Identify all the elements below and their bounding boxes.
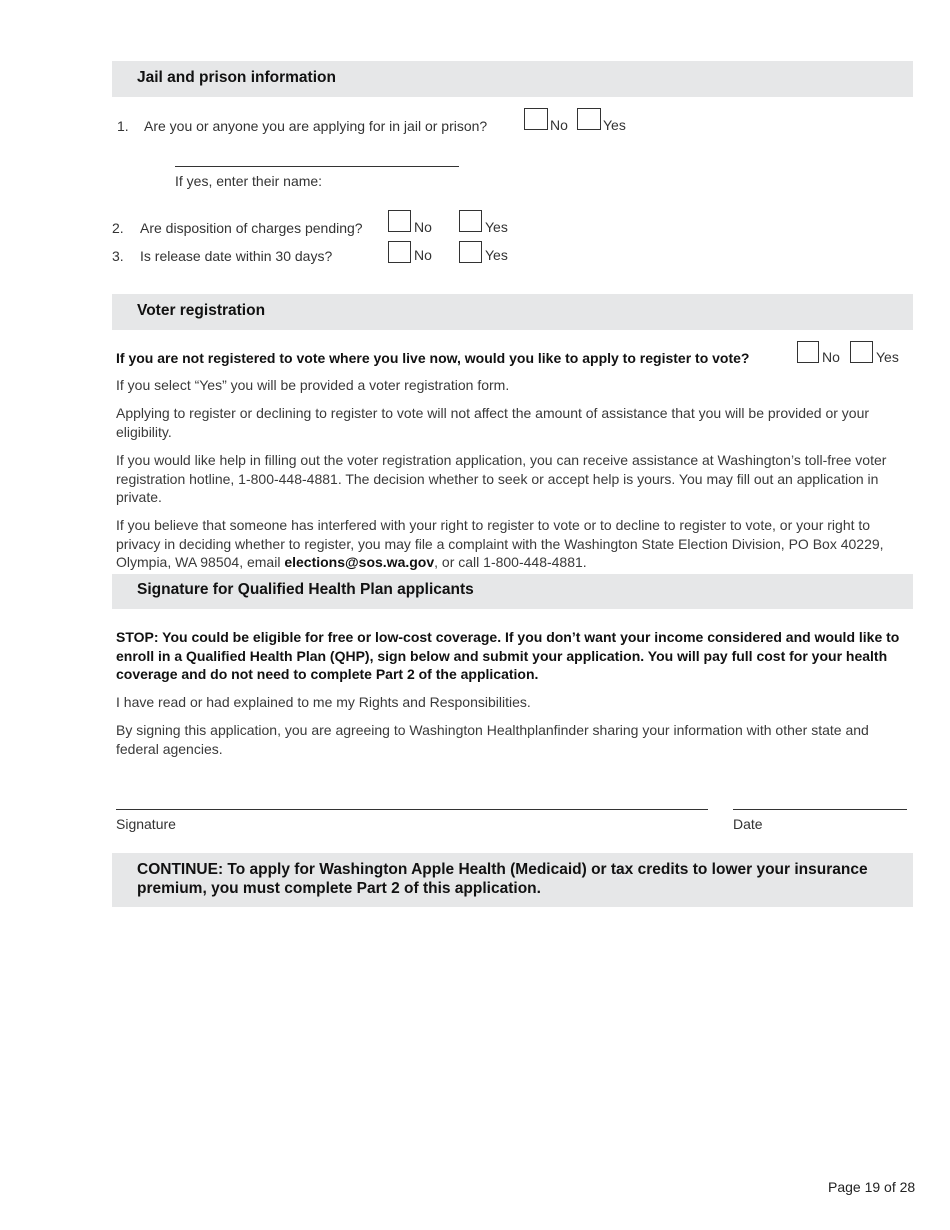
q1-name-input[interactable] <box>175 166 459 167</box>
voter-paragraph-4 <box>116 516 906 572</box>
q3-text: Is release date within 30 days? <box>140 248 333 264</box>
q1-name-caption: If yes, enter their name: <box>175 173 323 189</box>
election-email-link[interactable]: elections@sos.wa.gov <box>284 554 435 570</box>
q1-no-checkbox[interactable] <box>524 108 548 130</box>
q2-no-label: No <box>414 219 432 235</box>
q3-no-label: No <box>414 247 432 263</box>
date-input[interactable] <box>733 809 907 810</box>
voter-paragraph-1: If you select “Yes” you will be provided a voter registration form. <box>116 377 510 393</box>
signature-section-title: Signature for Qualified Health Plan applicants <box>137 581 474 598</box>
q1-yes-checkbox[interactable] <box>577 108 601 130</box>
q1-yes-label: Yes <box>603 117 626 133</box>
q3-yes-label: Yes <box>485 247 508 263</box>
voter-section-header <box>112 294 913 330</box>
voter-no-label: No <box>822 349 840 365</box>
voter-section-title: Voter registration <box>137 302 266 319</box>
q2-yes-checkbox[interactable] <box>459 210 482 232</box>
q2-text: Are disposition of charges pending? <box>140 220 363 236</box>
stop-notice: STOP: You could be eligible for free or low-cost coverage. If you don’t want your income considered and would like to enroll in a Qualified Health Plan (QHP), sign below and submit your application. You will pay full cost for your health coverage and do not need to complete Part 2 of the application. <box>116 629 900 682</box>
q1-text: Are you or anyone you are applying for in jail or prison? <box>144 118 488 134</box>
date-label: Date <box>733 816 763 832</box>
continue-banner <box>112 853 913 907</box>
voter-complaint-phone: , or call 1-800-448-4881. <box>434 554 587 570</box>
voter-question: If you are not registered to vote where you live now, would you like to apply to register to vote? <box>116 350 750 366</box>
signature-label: Signature <box>116 816 176 832</box>
q2-no-checkbox[interactable] <box>388 210 411 232</box>
continue-text: CONTINUE: To apply for Washington Apple Health (Medicaid) or tax credits to lower your insurance premium, you must complete Part 2 of this application. <box>137 861 868 897</box>
signature-input[interactable] <box>116 809 708 810</box>
voter-complaint-text: If you believe that someone has interfered with your right to register to vote or to decline to register to vote, or your right to privacy in deciding whether to register, you may file a complaint with the Washington State Election Division, PO Box 40229, Olympia, WA 98504, email <box>116 517 884 570</box>
q1-no-label: No <box>550 117 568 133</box>
voter-yes-label: Yes <box>876 349 899 365</box>
signature-paragraph-2: By signing this application, you are agreeing to Washington Healthplanfinder sharing your information with other state and federal agencies. <box>116 722 869 757</box>
q2-yes-label: Yes <box>485 219 508 235</box>
q3-no-checkbox[interactable] <box>388 241 411 263</box>
signature-paragraph-1: I have read or had explained to me my Rights and Responsibilities. <box>116 694 531 710</box>
jail-section-title: Jail and prison information <box>137 69 336 86</box>
q3-yes-checkbox[interactable] <box>459 241 482 263</box>
q2-number: 2. <box>112 220 124 236</box>
voter-yes-checkbox[interactable] <box>850 341 873 363</box>
q3-number: 3. <box>112 248 124 264</box>
voter-paragraph-3: If you would like help in filling out the voter registration application, you can receive assistance at Washington’s toll-free voter registration hotline, 1-800-448-4881. The decision whether to seek or accept help is yours. You may fill out an application in private. <box>116 452 887 505</box>
jail-section-header <box>112 61 913 97</box>
q1-number: 1. <box>117 118 129 134</box>
page-number: Page 19 of 28 <box>828 1179 916 1195</box>
voter-paragraph-2: Applying to register or declining to register to vote will not affect the amount of assistance that you will be provided or your eligibility. <box>116 405 870 440</box>
signature-section-header <box>112 574 913 609</box>
voter-no-checkbox[interactable] <box>797 341 819 363</box>
